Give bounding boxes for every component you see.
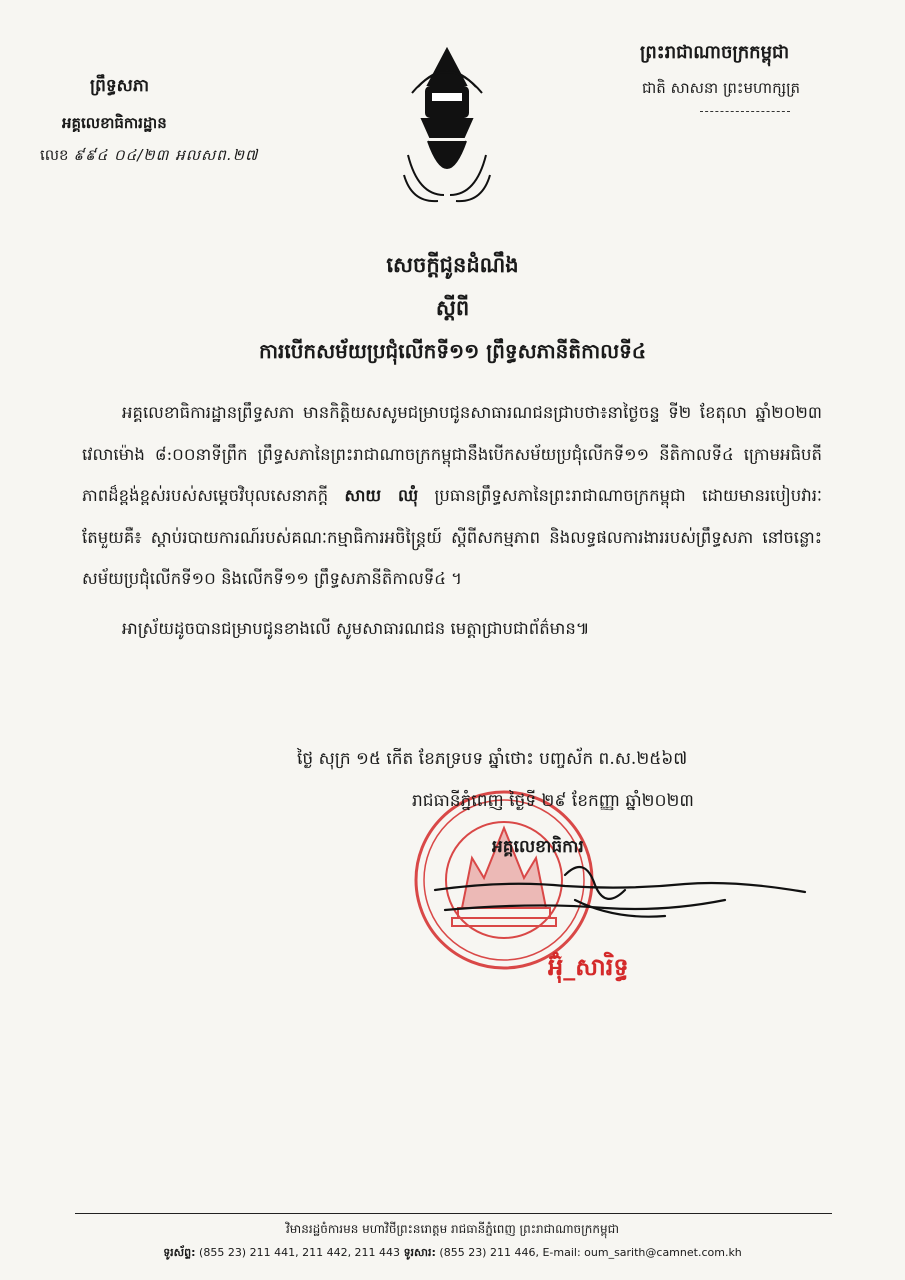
footer-divider xyxy=(75,1213,832,1214)
fax-and-email: (855 23) 211 446, E-mail: oum_sarith@camnet.com.kh xyxy=(439,1246,742,1259)
solar-date: រាជធានីភ្នំពេញ ថ្ងៃទី ២៩ ខែកញ្ញា ឆ្នាំ២០២៣ xyxy=(412,791,694,811)
sender-office: អគ្គលេខាធិការដ្ឋាន xyxy=(62,114,167,132)
footer xyxy=(0,1217,905,1265)
lunar-date: ថ្ងៃ សុក្រ ១៥ កើត ខែភទ្របទ ឆ្នាំថោះ បញ្ចស័ក ព.ស.២៥៦៧ xyxy=(297,749,688,769)
reference-line xyxy=(40,146,290,168)
body-paragraph-1 xyxy=(82,392,822,600)
kingdom-block xyxy=(640,40,880,112)
document-titles xyxy=(0,252,905,368)
motto-divider xyxy=(700,111,790,112)
reference-number: ៩៩៤ ០៤/២៣ អលសព.២៧ xyxy=(73,146,259,164)
paragraph-1-end: ប្រធានព្រឹទ្ធសភានៃព្រះរាជាណាចក្រកម្ពុជា ដោយមានរបៀបវារៈតែមួយគឺ៖ ស្តាប់របាយការណ៍របស់គណៈកម្មាធិការអចិន្ត្រៃយ៍ ស្តីពីសកម្មភាព និងលទ្ធផលការងាររបស់ព្រឹទ្ធសភា នៅចន្លោះសម័យប្រជុំលើកទី១០ និងលើកទី១១ ព្រឹទ្ធសភានីតិកាលទី៤ ។ xyxy=(82,486,823,588)
kingdom-name: ព្រះរាជាណាចក្រកម្ពុជា xyxy=(640,42,790,63)
sender-block xyxy=(40,75,290,168)
body-paragraph-2: អាស្រ័យដូចបានជម្រាបជូនខាងលើ សូមសាធារណជន មេត្តាជ្រាបជាព័ត៌មាន៕ xyxy=(122,618,590,638)
footer-address: វិមានរដ្ឋចំការមន មហាវិថីព្រះនរោត្តម រាជធានីភ្នំពេញ ព្រះរាជាណាចក្រកម្ពុជា xyxy=(285,1222,619,1236)
phone-label: ទូរស័ព្ទ: xyxy=(163,1246,196,1259)
title-notification: សេចក្តីជូនដំណឹង xyxy=(386,252,519,277)
signer-name: អ៊ុំ_សារិទ្ធ xyxy=(548,953,629,981)
reference-prefix: លេខ xyxy=(40,146,69,164)
body-text xyxy=(82,392,822,649)
royal-emblem-icon xyxy=(398,45,496,203)
kingdom-motto: ជាតិ សាសនា ព្រះមហាក្សត្រ xyxy=(642,79,801,97)
leader-name: សាយ ឈុំ xyxy=(344,486,419,505)
signer-title: អគ្គលេខាធិការ xyxy=(492,837,584,857)
footer-contact xyxy=(0,1241,905,1265)
fax-label: ទូរសារ: xyxy=(403,1246,436,1259)
sender-name: ព្រឹទ្ធសភា xyxy=(90,76,150,96)
title-subject: ការបើកសម័យប្រជុំលើកទី១១ ព្រឹទ្ធសភានីតិកាលទី៤ xyxy=(258,339,647,363)
handwritten-signature-icon xyxy=(425,850,815,940)
phone-numbers: (855 23) 211 441, 211 442, 211 443 xyxy=(199,1246,401,1259)
paragraph-1-start: អគ្គលេខាធិការដ្ឋានព្រឹទ្ធសភា មានកិត្តិយសសូមជម្រាបជូនសាធារណជនជ្រាបថា៖នាថ្ងៃចន្ទ ទី២ ខែតុលា ឆ្នាំ២០២៣ វេលាម៉ោង ៨:០០នាទីព្រឹក ព្រឹទ្ធសភានៃព្រះរាជាណាចក្រកម្ពុជានឹងបើកសម័យប្រជុំលើកទី១១ នីតិកាលទី៤ ក្រោមអធិបតីភាពដ៏ខ្ពង់ខ្ពស់របស់សម្តេចវិបុលសេនាភក្តី xyxy=(82,403,822,505)
title-regarding: ស្តីពី xyxy=(435,295,470,320)
